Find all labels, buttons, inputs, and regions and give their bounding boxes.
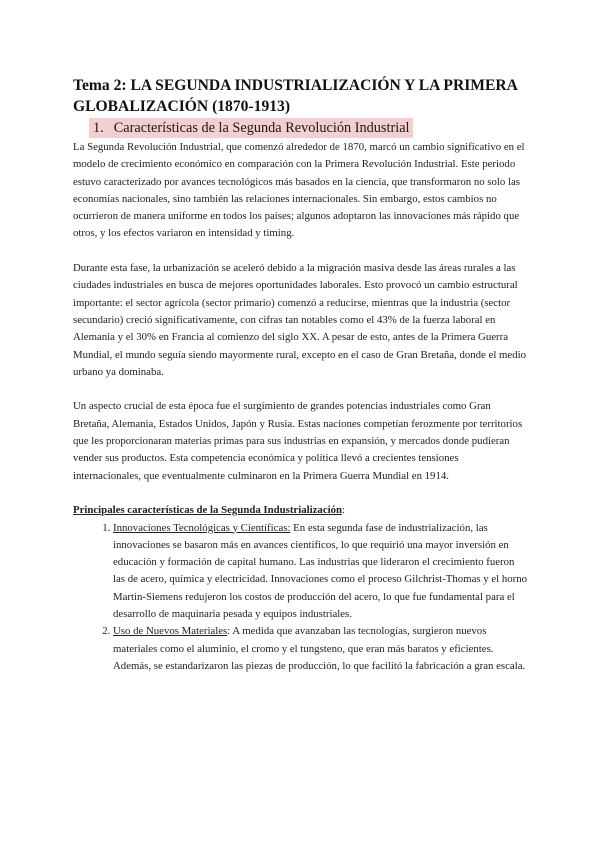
feature-text: : A medida que avanzaban las tecnologías, surgieron nuevos materiales como el aluminio, el cromo y el tungsteno, que eran más baratos y eficientes. Además, se estandarizaron las piezas de producción, lo que facilitó la fabricación a gran escala.: [113, 625, 526, 672]
feature-text: En esta segunda fase de industrialización, las innovaciones se basaron más en avances científicos, lo que requirió una mayor inversión en educación y formación de capital humano. Las industrias que lideraron el crecimiento fueron las de acero, química y electricidad. Innovaciones como el proceso Gilchrist-Thomas y el horno Martin-Siemens redujeron los costos de producción del acero, lo que fue fundamental para el desarrollo de maquinaria pesada y equipos industriales.: [113, 521, 528, 621]
section-number: 1.: [93, 120, 104, 136]
paragraph: La Segunda Revolución Industrial, que comenzó alrededor de 1870, marcó un cambio significativo en el modelo de crecimiento económico en comparación con la Primera Revolución Industrial. Este periodo estuvo caracterizado por avances tecnológicos más basados en la ciencia, que transformaron no solo las economías nacionales, sino también las relaciones internacionales. Sin embargo, estos cambios no ocurrieron de manera uniforme en todos los países; algunos adoptaron las innovaciones más rápido que otros, y los efectos variaron en intensidad y timing.: [73, 141, 525, 240]
section-heading: [89, 118, 413, 138]
feature-label: Uso de Nuevos Materiales: [113, 625, 228, 638]
paragraph: Un aspecto crucial de esta época fue el surgimiento de grandes potencias industriales como Gran Bretaña, Alemania, Estados Unidos, Japón y Rusia. Estas naciones competían ferozmente por territorios que les proporcionaran materias primas para sus industrias en expansión, y mercados donde pudieran vender sus productos. Esta competencia económica y política llevó a crecientes tensiones internacionales, que eventualmente culminaron en la Primera Guerra Mundial en 1914.: [73, 400, 523, 482]
list-item: [113, 520, 528, 624]
features-heading: [73, 502, 528, 519]
body-text: [73, 139, 528, 675]
feature-label: Innovaciones Tecnológicas y Científicas:: [113, 521, 291, 534]
features-heading-colon: :: [342, 504, 346, 517]
list-item: [113, 623, 528, 675]
features-heading-text: Principales características de la Segunda Industrialización: [73, 504, 343, 517]
section-heading-text: Características de la Segunda Revolución Industrial: [113, 120, 410, 136]
paragraph: Durante esta fase, la urbanización se aceleró debido a la migración masiva desde las áreas rurales a las ciudades industriales en busca de mejores oportunidades laborales. Esto provocó un cambio estructural importante: el sector agrícola (sector primario) comenzó a reducirse, mientras que la industria (sector secundario) creció significativamente, con cifras tan notables como el 43% de la fuerza laboral en Alemania y el 30% en Francia al comienzo del siglo XX. A pesar de esto, antes de la Primera Guerra Mundial, el mundo seguía siendo mayormente rural, excepto en el caso de Gran Bretaña, donde el medio urbano ya dominaba.: [73, 262, 527, 378]
features-list: [73, 520, 528, 676]
page-title: Tema 2: LA SEGUNDA INDUSTRIALIZACIÓN Y LA PRIMERA GLOBALIZACIÓN (1870-1913): [73, 77, 518, 115]
